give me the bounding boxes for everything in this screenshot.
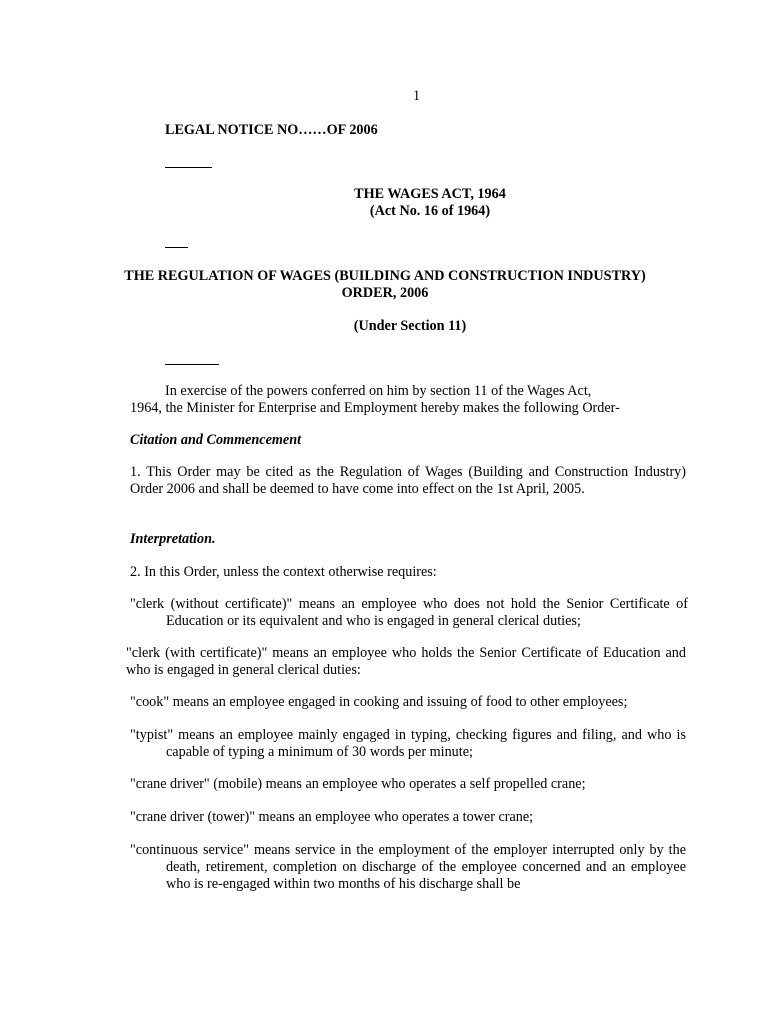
definition-typist: "typist" means an employee mainly engaged in typing, checking figures and filing, and who is capable of typing a minimum of 30 words per minute; (130, 727, 686, 760)
heading-citation: Citation and Commencement (130, 432, 302, 448)
heading-interpretation: Interpretation. (130, 531, 216, 547)
intro-line-2: 1964, the Minister for Enterprise and Employment hereby makes the following Order- (130, 400, 620, 416)
act-number: (Act No. 16 of 1964) (369, 203, 491, 219)
definition-clerk-without-certificate: "clerk (without certificate)" means an employee who does not hold the Senior Certificate of Education or its equivalent and who is engaged in general clerical duties; (130, 596, 688, 629)
divider-3 (165, 364, 219, 365)
intro-line-1: In exercise of the powers conferred on him by section 11 of the Wages Act, (165, 383, 592, 399)
act-title: THE WAGES ACT, 1964 (354, 186, 506, 202)
divider-2 (165, 247, 188, 248)
definition-crane-driver-tower: "crane driver (tower)" means an employee who operates a tower crane; (130, 809, 534, 825)
page-number: 1 (413, 88, 421, 104)
order-title-line2: ORDER, 2006 (341, 285, 429, 301)
paragraph-1: 1. This Order may be cited as the Regulation of Wages (Building and Construction Industry) Order 2006 and shall be deemed to have come into effect on the 1st April, 2005. (130, 464, 686, 497)
legal-notice-heading: LEGAL NOTICE NO……OF 2006 (165, 122, 378, 138)
order-title-line1: THE REGULATION OF WAGES (BUILDING AND CONSTRUCTION INDUSTRY) (124, 268, 646, 284)
under-section: (Under Section 11) (353, 318, 467, 334)
divider-1 (165, 167, 212, 168)
definition-cook: "cook" means an employee engaged in cooking and issuing of food to other employees; (130, 694, 628, 710)
definition-continuous-service: "continuous service" means service in the employment of the employer interrupted only by the death, retirement, completion on discharge of the employee concerned and an employee who is re-engaged within two months of his discharge shall be (130, 842, 686, 892)
definition-crane-driver-mobile: "crane driver" (mobile) means an employee who operates a self propelled crane; (130, 776, 586, 792)
paragraph-2: 2. In this Order, unless the context otherwise requires: (130, 564, 437, 580)
definition-clerk-with-certificate: "clerk (with certificate)" means an employee who holds the Senior Certificate of Education and who is engaged in general clerical duties: (126, 645, 686, 678)
